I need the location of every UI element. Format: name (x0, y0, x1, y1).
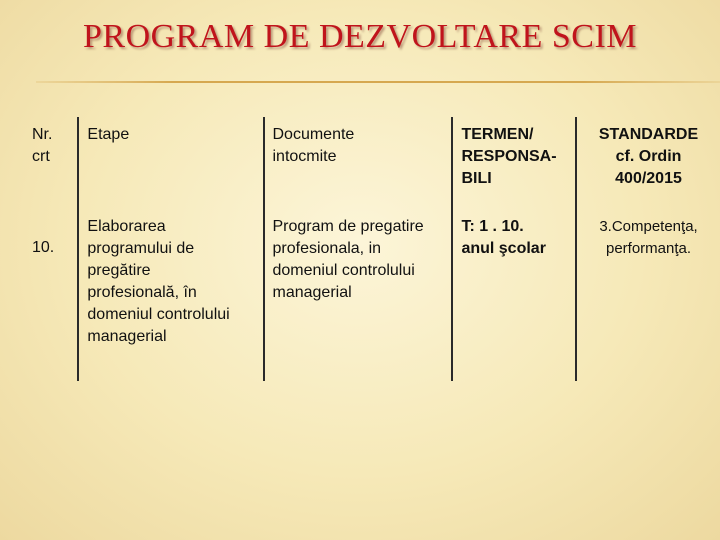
header-documente-label: Documente intocmite (272, 126, 355, 165)
cell-nr-value: 10. (32, 239, 55, 256)
header-etape (78, 117, 263, 209)
slide-title: PROGRAM DE DEZVOLTARE SCIM (82, 18, 637, 55)
program-table (24, 117, 720, 381)
header-termen (452, 117, 576, 209)
cell-etape-value: Elaborarea programului de pregătire profesională, în domeniul controlului managerial (87, 218, 230, 345)
title-divider (36, 81, 720, 83)
cell-termen-value: T: 1 . 10. anul şcolar (461, 218, 546, 257)
cell-termen (452, 209, 576, 381)
header-standarde-label: STANDARDE cf. Ordin 400/2015 (598, 126, 699, 187)
cell-etape (78, 209, 263, 381)
header-nr-crt (24, 117, 78, 209)
header-termen-label: TERMEN/ RESPONSA- BILI (461, 126, 557, 187)
cell-documente (264, 209, 453, 381)
header-etape-label: Etape (87, 126, 130, 143)
header-nr-crt-label: Nr. crt (32, 126, 53, 165)
table-header-row (24, 117, 720, 209)
cell-documente-value: Program de pregatire profesionala, in domeniul controlului managerial (272, 218, 424, 301)
cell-nr (24, 209, 78, 381)
table-row (24, 209, 720, 381)
header-standarde (576, 117, 720, 209)
cell-standarde (576, 209, 720, 381)
header-documente (264, 117, 453, 209)
cell-standarde-value: 3.Competenţa, performanţa. (599, 218, 698, 257)
